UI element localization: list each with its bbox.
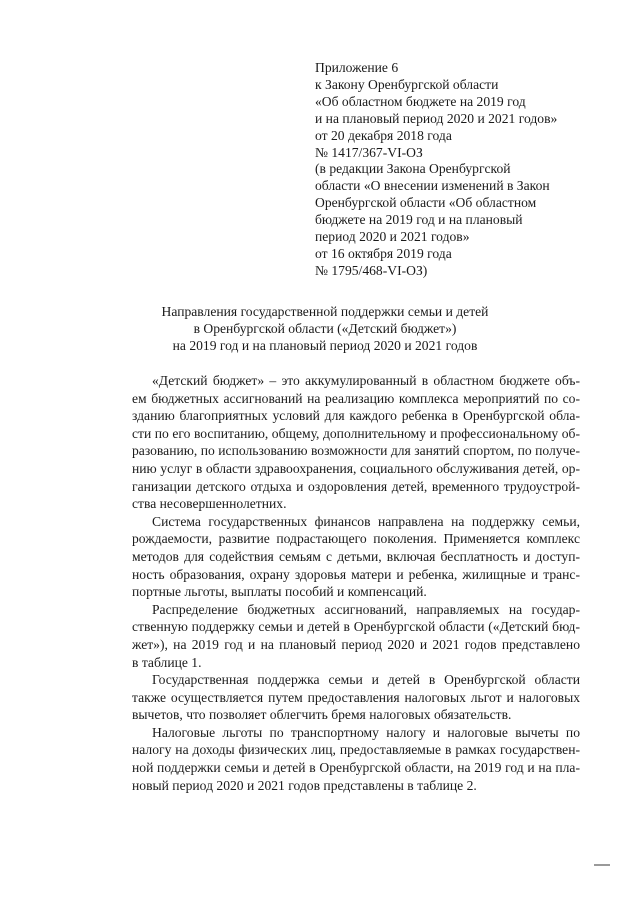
appendix-line: бюджете на 2019 год и на плановый — [315, 212, 523, 228]
paragraph-line: ственную поддержку семьи и детей в Оренбургской области («Детский бюд- — [132, 619, 580, 635]
paragraph-tax-deductions — [112, 724, 580, 794]
paragraph-line: ность образования, охрану здоровья матери и ребенка, жилищные и транс- — [132, 566, 580, 582]
paragraph-children-budget-definition — [112, 372, 580, 513]
paragraph-line: жет»), на 2019 год и на плановый период 2020 и 2021 годов представлено — [132, 636, 580, 652]
paragraph-line: разованию, по использованию возможности для занятий спортом, по получе- — [132, 443, 580, 459]
paragraph-line: ем бюджетных ассигнований на реализацию комплекса мероприятий по со- — [132, 390, 580, 406]
paragraph-line: налогу на доходы физических лиц, предоставляемые в рамках государствен- — [132, 742, 580, 758]
title-line: Направления государственной поддержки семьи и детей — [161, 304, 489, 319]
appendix-line: № 1417/367-VI-ОЗ — [315, 144, 423, 160]
document-title — [110, 303, 540, 354]
appendix-line: от 16 октября 2019 года — [315, 245, 452, 261]
paragraph-line: портные льготы, выплаты пособий и компенсаций. — [132, 584, 427, 600]
paragraph-line: Система государственных финансов направлена на поддержку семьи, — [152, 513, 580, 529]
appendix-line: Приложение 6 — [315, 60, 399, 75]
paragraph-line: в таблице 1. — [132, 654, 202, 670]
paragraph-line: вычетов, что позволяет облегчить бремя налоговых обязательств. — [132, 707, 512, 723]
paragraph-line: также осуществляется путем предоставления налоговых льгот и налоговых — [132, 689, 580, 705]
paragraph-line: ганизации детского отдыха и оздоровления детей, временного трудоустрой- — [132, 478, 580, 494]
paragraph-line: ства несовершеннолетних. — [132, 496, 287, 512]
paragraph-line: ной поддержки семьи и детей в Оренбургской области, на 2019 год и на пла- — [132, 760, 580, 776]
paragraph-finance-system — [112, 513, 580, 601]
title-line: на 2019 год и на плановый период 2020 и 2021 годов — [172, 338, 478, 353]
document-body — [112, 372, 580, 794]
appendix-line: и на плановый период 2020 и 2021 годов» — [315, 110, 558, 126]
paragraph-line: методов для содействия семьям с детьми, включая бесплатность и доступ- — [132, 548, 580, 564]
paragraph-line: рождаемости, развитие подрастающего поколения. Применяется комплекс — [132, 531, 580, 547]
paragraph-line: Государственная поддержка семьи и детей в Оренбургской области — [152, 672, 580, 688]
paragraph-line: сти по его воспитанию, общему, дополнительному и профессиональному об- — [132, 425, 580, 441]
appendix-line: № 1795/468-VI-ОЗ) — [315, 262, 428, 278]
paragraph-line: Налоговые льготы по транспортному налогу и налоговые вычеты по — [152, 724, 580, 740]
paragraph-line: зданию благоприятных условий для каждого ребенка в Оренбургской обла- — [132, 408, 580, 424]
title-line: в Оренбургской области («Детский бюджет») — [193, 321, 457, 336]
scan-artifact-mark — [594, 864, 610, 866]
appendix-line: области «О внесении изменений в Закон — [315, 178, 550, 194]
paragraph-line: нию услуг в области здравоохранения, социального обслуживания детей, ор- — [132, 460, 580, 476]
paragraph-line: новый период 2020 и 2021 годов представлены в таблице 2. — [132, 777, 477, 793]
appendix-header — [315, 60, 615, 280]
paragraph-budget-distribution — [112, 601, 580, 671]
paragraph-line: «Детский бюджет» – это аккумулированный в областном бюджете объ- — [152, 373, 580, 388]
appendix-line: от 20 декабря 2018 года — [315, 127, 452, 143]
paragraph-tax-benefits — [112, 671, 580, 724]
appendix-line: «Об областном бюджете на 2019 год — [315, 93, 526, 109]
appendix-line: к Закону Оренбургской области — [315, 76, 499, 92]
paragraph-line: Распределение бюджетных ассигнований, направляемых на государ- — [152, 601, 580, 617]
appendix-line: Оренбургской области «Об областном — [315, 195, 537, 211]
appendix-line: период 2020 и 2021 годов» — [315, 229, 470, 245]
appendix-line: (в редакции Закона Оренбургской — [315, 161, 511, 177]
